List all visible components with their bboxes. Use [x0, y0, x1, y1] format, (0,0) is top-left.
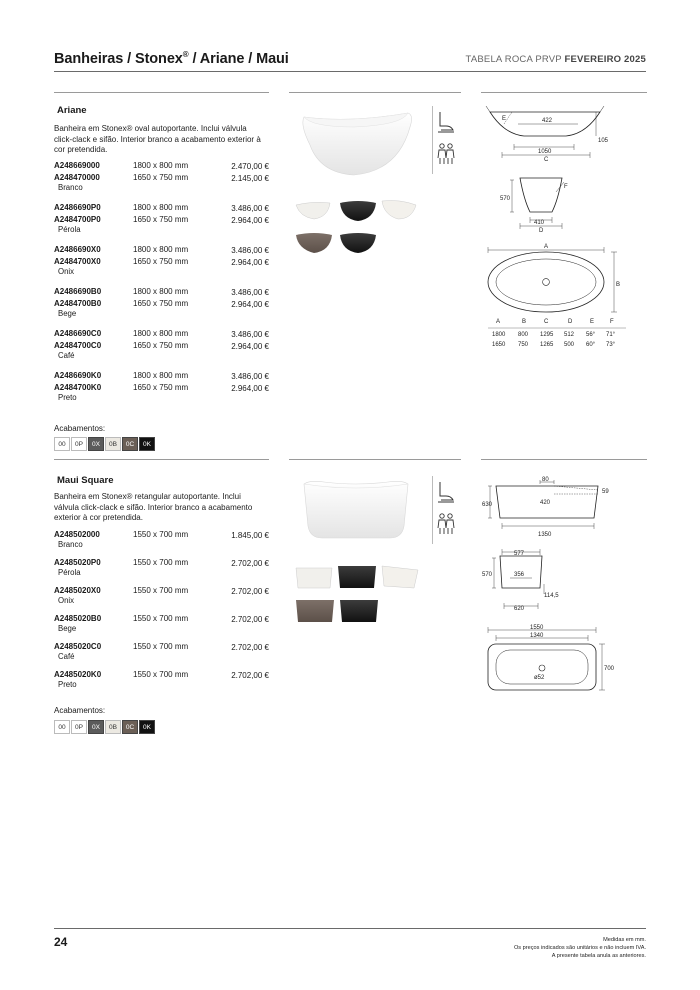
product-code: A2484700B0: [54, 299, 102, 308]
dim-table-cell: 500: [564, 342, 575, 348]
ariane-plan-outer: [488, 252, 604, 312]
product-code: A248669000: [54, 161, 100, 170]
product-code: A2484700K0: [54, 383, 102, 392]
finish-swatch: 0P: [71, 437, 87, 451]
maui-plan-outer-dim: 1550: [530, 625, 544, 631]
dimensions: 1650 x 750 mm: [133, 257, 189, 266]
dimensions: 1550 x 700 mm: [133, 614, 189, 623]
dimensions: 1800 x 800 mm: [133, 371, 189, 380]
dim-table-header: C: [544, 319, 549, 325]
dimensions: 1550 x 700 mm: [133, 586, 189, 595]
dimensions: 1800 x 800 mm: [133, 287, 189, 296]
dim-table-cell: 750: [518, 342, 529, 348]
ariane-icons: [432, 106, 458, 174]
ariane-variant-perola: [296, 202, 330, 219]
dim-table-cell: 73°: [606, 342, 616, 348]
color-name: Pérola: [58, 225, 81, 234]
product-code: A2485020B0: [54, 614, 102, 623]
maui-variant-onix: [340, 600, 378, 622]
maui-title: Maui Square: [57, 475, 114, 486]
price: 2.145,00 €: [231, 174, 269, 183]
maui-dim-top: 80: [542, 477, 549, 483]
color-name: Branco: [58, 540, 83, 549]
dim-table-cell: 1650: [492, 342, 506, 348]
product-code: A2484700X0: [54, 257, 101, 266]
maui-icons: [432, 476, 458, 544]
product-code: A2486690P0: [54, 203, 101, 212]
maui-description: Banheira em Stonex® retangular autoportante. Inclui válvula click-clack e sifão. Interior branco a acabamento exterior à cor pretendida.: [54, 492, 253, 522]
ariane-icon-group: [433, 106, 459, 174]
product-code: A2486690C0: [54, 329, 102, 338]
ariane-product-image: [290, 105, 430, 275]
dim-table-cell: 71°: [606, 332, 616, 338]
price: 2.964,00 €: [231, 342, 269, 351]
maui-end-top: 577: [514, 551, 525, 557]
dim-table-cell: 1295: [540, 332, 554, 338]
dimensions: 1650 x 750 mm: [133, 299, 189, 308]
dimensions: 1800 x 800 mm: [133, 203, 189, 212]
footer-note-3: A presente tabela anula as anteriores.: [551, 953, 646, 959]
maui-dim-right: 59: [602, 489, 609, 495]
price: 2.702,00 €: [231, 671, 269, 680]
ariane-plan-width: B: [616, 282, 621, 288]
maui-variant-cafe: [296, 600, 334, 622]
finish-swatch: 00: [54, 437, 70, 451]
maui-end-height: 570: [482, 572, 493, 578]
maui-icon-group: [433, 476, 459, 544]
maui-end-base-height: 114,5: [544, 593, 559, 599]
dimensions: 1650 x 750 mm: [133, 341, 189, 350]
maui-dim-inner: 420: [540, 500, 551, 506]
maui-divider-right: [481, 459, 647, 460]
maui-variant-preto: [338, 566, 376, 588]
footer-note-1: Medidas em mm.: [603, 937, 646, 943]
finish-swatch: 0X: [88, 720, 104, 734]
ariane-divider-mid: [289, 92, 461, 93]
price: 2.964,00 €: [231, 216, 269, 225]
maui-plan-width: 700: [604, 666, 615, 672]
finish-swatch: 0K: [139, 720, 155, 734]
color-name: Preto: [58, 393, 77, 402]
ariane-dim-c: C: [544, 157, 549, 163]
dimensions: 1550 x 700 mm: [133, 670, 189, 679]
footer-note-2: Os preços indicados são unitários e não incluem IVA.: [513, 945, 646, 951]
footer-divider: [54, 928, 646, 929]
finish-swatch: 0P: [71, 720, 87, 734]
ariane-variant-onix: [340, 233, 376, 253]
dimensions: 1800 x 800 mm: [133, 161, 189, 170]
price: 3.486,00 €: [231, 288, 269, 297]
color-name: Bege: [58, 309, 77, 318]
price: 2.964,00 €: [231, 300, 269, 309]
color-name: Café: [58, 652, 75, 661]
maui-end-inner: 356: [514, 572, 525, 578]
color-name: Bege: [58, 624, 77, 633]
color-name: Pérola: [58, 568, 81, 577]
ariane-end-height: 570: [500, 196, 511, 202]
ariane-end-outline: [520, 178, 562, 212]
dim-table-header: A: [496, 319, 501, 325]
dimensions: 1800 x 800 mm: [133, 245, 189, 254]
dim-table-header: E: [590, 319, 595, 325]
ariane-end-base: 410: [534, 220, 545, 226]
page-number: 24: [54, 935, 68, 949]
dimensions: 1650 x 750 mm: [133, 383, 189, 392]
color-name: Preto: [58, 680, 77, 689]
ariane-dim-inner: 1050: [538, 149, 552, 155]
product-code: A2486690B0: [54, 287, 102, 296]
product-code: A2485020X0: [54, 586, 101, 595]
ariane-title: Ariane: [57, 105, 87, 116]
product-code: A2486690X0: [54, 245, 101, 254]
ariane-divider-left: [54, 92, 269, 93]
maui-variant-bege: [382, 566, 418, 588]
finish-swatch: 0C: [122, 437, 138, 451]
catalog-label: TABELA ROCA PRVP FEVEREIRO 2025: [465, 54, 646, 65]
maui-dim-bottom: 1350: [538, 532, 552, 538]
ariane-end-angle: F: [564, 184, 568, 190]
users-icon: [438, 514, 454, 534]
product-code: A2485020P0: [54, 558, 101, 567]
maui-technical-drawing: [482, 472, 650, 702]
product-code: A2484700P0: [54, 215, 101, 224]
maui-product-image: [290, 476, 430, 636]
price: 3.486,00 €: [231, 204, 269, 213]
dim-table-cell: 56°: [586, 332, 596, 338]
color-name: Branco: [58, 183, 83, 192]
dim-table-cell: 800: [518, 332, 529, 338]
freestanding-icon: [438, 112, 454, 132]
maui-finish-swatches: [54, 720, 155, 734]
price: 2.702,00 €: [231, 587, 269, 596]
dimensions: 1550 x 700 mm: [133, 558, 189, 567]
ariane-dim-angle-e: E: [502, 116, 507, 122]
finish-swatch: 0K: [139, 437, 155, 451]
dim-table-header: F: [610, 319, 614, 325]
ariane-dimension-table: [492, 319, 616, 348]
price: 2.964,00 €: [231, 258, 269, 267]
maui-plan-inner-dim: 1340: [530, 633, 544, 639]
dimensions: 1650 x 750 mm: [133, 173, 189, 182]
finish-swatch: 0B: [105, 720, 121, 734]
product-code: A2485020K0: [54, 670, 102, 679]
dimensions: 1650 x 750 mm: [133, 215, 189, 224]
ariane-variant-preto: [340, 201, 376, 221]
maui-finishes-label: Acabamentos:: [54, 706, 106, 715]
color-name: Café: [58, 351, 75, 360]
ariane-dim-top: 422: [542, 118, 553, 124]
ariane-variant-bege: [382, 201, 416, 220]
freestanding-icon: [438, 482, 454, 502]
price: 1.845,00 €: [231, 531, 269, 540]
page-title: Banheiras / Stonex® / Ariane / Maui: [54, 50, 289, 67]
color-name: Onix: [58, 267, 75, 276]
finish-swatch: 0C: [122, 720, 138, 734]
dim-table-header: B: [522, 319, 527, 325]
dimensions: 1550 x 700 mm: [133, 530, 189, 539]
dim-table-cell: 1800: [492, 332, 506, 338]
maui-plan-outer: [488, 644, 596, 690]
finish-swatch: 0B: [105, 437, 121, 451]
dim-table-cell: 1265: [540, 342, 554, 348]
finish-swatch: 0X: [88, 437, 104, 451]
header-divider: [54, 71, 646, 72]
dim-table-cell: 60°: [586, 342, 596, 348]
ariane-finish-swatches: [54, 437, 155, 451]
dim-table-header: D: [568, 319, 573, 325]
price: 3.486,00 €: [231, 372, 269, 381]
maui-variant-perola: [296, 568, 332, 588]
ariane-plan-length: A: [544, 244, 549, 250]
ariane-plan-inner: [496, 259, 596, 305]
ariane-technical-drawing: [482, 100, 650, 360]
price: 2.702,00 €: [231, 615, 269, 624]
finish-swatch: 00: [54, 720, 70, 734]
dim-table-cell: 512: [564, 332, 575, 338]
product-code: A248502000: [54, 530, 100, 539]
product-code: A2486690K0: [54, 371, 102, 380]
maui-dim-height: 630: [482, 502, 493, 508]
ariane-variant-cafe: [296, 233, 332, 253]
maui-tub-main: [304, 481, 408, 538]
maui-plan-drain: ø52: [534, 675, 545, 681]
price: 3.486,00 €: [231, 246, 269, 255]
price: 3.486,00 €: [231, 330, 269, 339]
maui-divider-mid: [289, 459, 461, 460]
ariane-description: Banheira em Stonex® oval autoportante. Inclui válvula click-clack e sifão. Interior branco a acabamento exterior à cor pretendida.: [54, 124, 261, 154]
price: 2.702,00 €: [231, 643, 269, 652]
dimensions: 1800 x 800 mm: [133, 329, 189, 338]
dimensions: 1550 x 700 mm: [133, 642, 189, 651]
users-icon: [438, 144, 454, 164]
maui-divider-left: [54, 459, 269, 460]
product-code: A2485020C0: [54, 642, 102, 651]
price: 2.702,00 €: [231, 559, 269, 568]
product-code: A248470000: [54, 173, 100, 182]
product-code: A2484700C0: [54, 341, 102, 350]
maui-end-base: 620: [514, 606, 525, 612]
ariane-divider-right: [481, 92, 647, 93]
ariane-dim-height: 105: [598, 138, 609, 144]
color-name: Onix: [58, 596, 75, 605]
ariane-end-width: D: [539, 228, 544, 234]
ariane-finishes-label: Acabamentos:: [54, 424, 106, 433]
price: 2.964,00 €: [231, 384, 269, 393]
price: 2.470,00 €: [231, 162, 269, 171]
